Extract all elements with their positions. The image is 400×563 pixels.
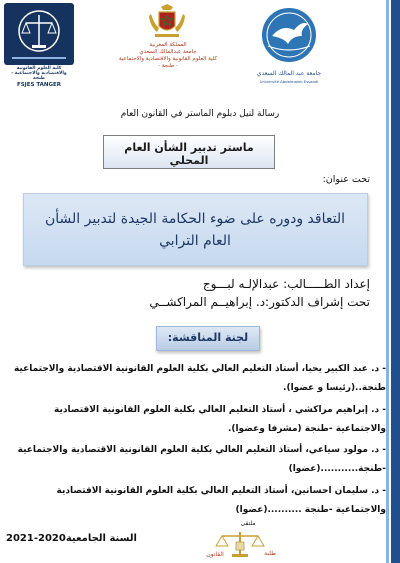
header-line-kingdom: المملكة المغربية bbox=[149, 42, 187, 48]
committee-member: - د. عبد الكبير يحيا، أستاذ التعليم العالي بكلية العلوم القانونية الاقتصادية والاجتماعية طنجة..(رئيسا و عضوا). bbox=[13, 364, 386, 393]
faculty-logo-caption: كلية العلوم القانونية والاقتصادية والاجتماعية - طنجة bbox=[11, 66, 67, 81]
supervisor-name: تحت إشراف الدكتور:د. إبراهيــم المراكشــي bbox=[149, 295, 370, 309]
header-line-university: جامعة عبدالمالك السعدي bbox=[139, 49, 197, 55]
committee-member: - د. مولود سياعي، أستاذ التعليم العالي بكلية العلوم القانونية الاقتصادية والاجتماعية -طنجة...........(عضوا) bbox=[17, 445, 386, 474]
forum-logo-left-text: القانون bbox=[206, 551, 224, 558]
forum-logo-top-text: ملتقى bbox=[240, 520, 256, 527]
dove-globe-icon bbox=[258, 6, 320, 64]
thesis-purpose: رسالة لنيل دبلوم الماستر في القانون العام bbox=[120, 109, 280, 119]
header-line-city: - طنجة - bbox=[157, 63, 178, 69]
right-border-band bbox=[391, 0, 400, 563]
committee-member: - د. سليمان احسانين، أستاذ التعليم العالي بكلية العلوم القانونية الاقتصادية والاجتماعية -طنجة ..........(عضوا) bbox=[56, 486, 386, 515]
kingdom-emblem bbox=[147, 4, 187, 40]
academic-year: السنة الجامعية2020-2021 bbox=[6, 533, 137, 544]
university-logo-caption: جامعة عبد المالك السعدي bbox=[256, 70, 322, 77]
coat-of-arms-icon bbox=[147, 4, 187, 40]
institution-header bbox=[110, 42, 226, 70]
master-program-title: ماستر تدبير الشأن العام المحلي bbox=[124, 141, 254, 167]
title-label: تحت عنوان: bbox=[322, 174, 370, 185]
university-logo bbox=[258, 6, 320, 64]
header-line-faculty: كلية العلوم القانونية والاقتصادية والاجتماعية bbox=[118, 56, 218, 62]
right-border-stripe bbox=[386, 0, 389, 563]
university-logo-subcaption: Université Abdelmalek Essaadi bbox=[259, 79, 319, 84]
student-name: إعداد الطـــــالب: عبدالإلـه لبـــوج bbox=[202, 277, 370, 291]
forum-logo-right-text: طلبة bbox=[264, 550, 276, 557]
faculty-logo bbox=[4, 3, 74, 65]
committee-title: لجنة المناقشة: bbox=[167, 331, 249, 344]
faculty-logo-subcaption: FSJES TANGER bbox=[16, 82, 62, 88]
committee-member: - د. إبراهيم مراكشي ، أستاذ التعليم العالي بكلية العلوم القانونية الاقتصادية والاجتماعية -طنجة (مشرفا وعضوا). bbox=[54, 405, 386, 434]
scales-icon bbox=[4, 3, 74, 65]
thesis-title: التعاقد ودوره على ضوء الحكامة الجيدة لتدبير الشأن العام الترابي bbox=[45, 211, 345, 249]
